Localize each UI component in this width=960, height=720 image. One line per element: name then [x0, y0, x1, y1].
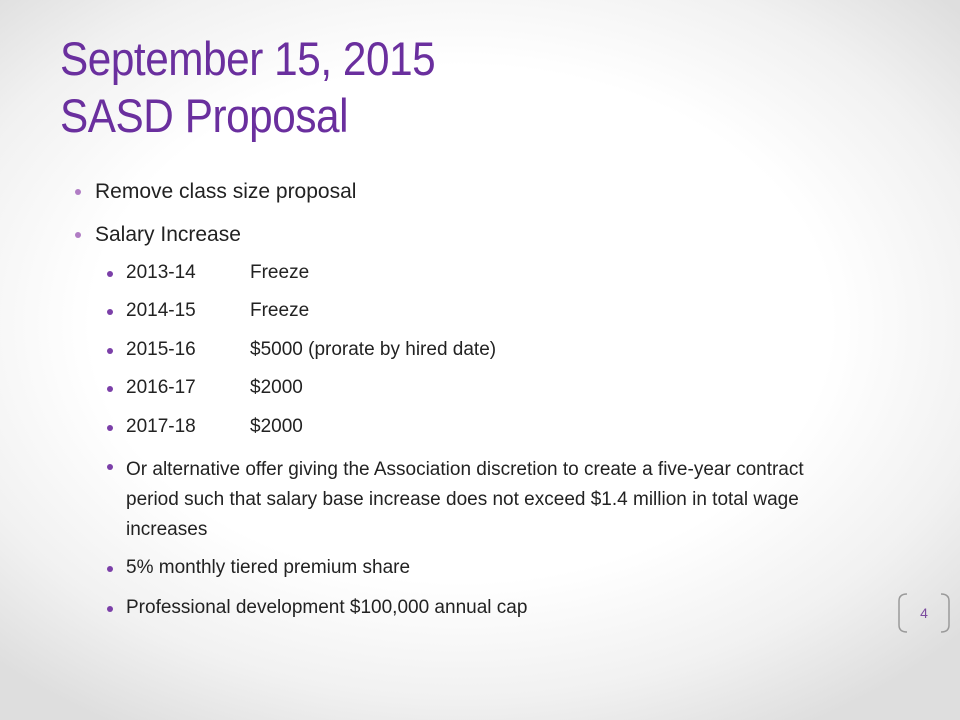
salary-year: 2017-18 [126, 416, 196, 437]
salary-value: Freeze [250, 300, 310, 321]
bullet-text: Salary Increase [95, 223, 241, 246]
bullet-salary-increase [95, 223, 241, 247]
bullet-text: 5% monthly tiered premium share [126, 557, 411, 578]
bullet-dot-icon [107, 606, 113, 612]
bullet-dot-icon [107, 271, 113, 277]
bullet-professional-development [126, 597, 527, 619]
salary-year: 2013-14 [126, 262, 196, 283]
salary-row-2014-15 [126, 300, 309, 322]
bullet-dot-icon [107, 425, 113, 431]
salary-value: Freeze [250, 262, 310, 283]
salary-row-2017-18 [126, 416, 303, 438]
title-line-proposal: SASD Proposal [60, 89, 349, 142]
bullet-dot-icon [107, 348, 113, 354]
bullet-alternative-offer [126, 455, 826, 545]
bullet-premium-share [126, 557, 410, 579]
salary-year: 2014-15 [126, 300, 196, 321]
salary-row-2015-16 [126, 339, 496, 361]
bullet-dot-icon [75, 232, 81, 238]
bullet-dot-icon [107, 309, 113, 315]
bullet-dot-icon [107, 464, 113, 470]
bullet-dot-icon [75, 189, 81, 195]
bullet-text: Or alternative offer giving the Association discretion to create a five-year contract period such that salary base increase does not exceed $1.4 million in total wage increases [126, 459, 804, 540]
bullet-text: Remove class size proposal [95, 180, 357, 203]
bullet-dot-icon [107, 386, 113, 392]
bullet-text: Professional development $100,000 annual cap [126, 597, 528, 618]
salary-value: $5000 (prorate by hired date) [250, 339, 497, 360]
salary-value: $2000 [250, 416, 303, 437]
salary-year: 2015-16 [126, 339, 196, 360]
salary-row-2016-17 [126, 377, 303, 399]
salary-row-2013-14 [126, 262, 309, 284]
salary-value: $2000 [250, 377, 303, 398]
title-line-date: September 15, 2015 [60, 32, 436, 85]
page-number: 4 [920, 605, 928, 621]
bullet-dot-icon [107, 566, 113, 572]
bullet-class-size [95, 180, 356, 204]
salary-year: 2016-17 [126, 377, 196, 398]
